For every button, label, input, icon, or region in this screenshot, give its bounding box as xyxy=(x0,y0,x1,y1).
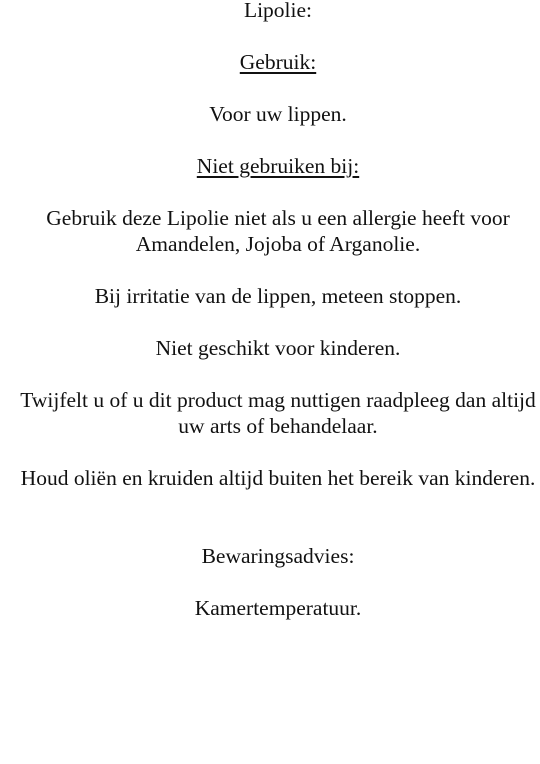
usage-text: Voor uw lippen. xyxy=(209,102,347,126)
contraindications-heading: Niet gebruiken bij: xyxy=(196,154,360,178)
document-title: Lipolie: xyxy=(243,0,313,22)
warning-keep-away: Houd oliën en kruiden altijd buiten het bereik van kinderen. xyxy=(20,466,536,490)
warning-irritation: Bij irritatie van de lippen, meteen stoppen. xyxy=(94,284,462,308)
warning-allergy: Gebruik deze Lipolie niet als u een allergie heeft voor Amandelen, Jojoba of Arganolie. xyxy=(46,206,510,256)
warning-children: Niet geschikt voor kinderen. xyxy=(155,336,401,360)
storage-heading: Bewaringsadvies: xyxy=(201,544,355,568)
storage-text: Kamertemperatuur. xyxy=(194,596,362,620)
warning-consult-doctor: Twijfelt u of u dit product mag nuttigen raadpleeg dan altijd uw arts of behandelaar. xyxy=(20,388,536,438)
usage-heading: Gebruik: xyxy=(239,50,317,74)
